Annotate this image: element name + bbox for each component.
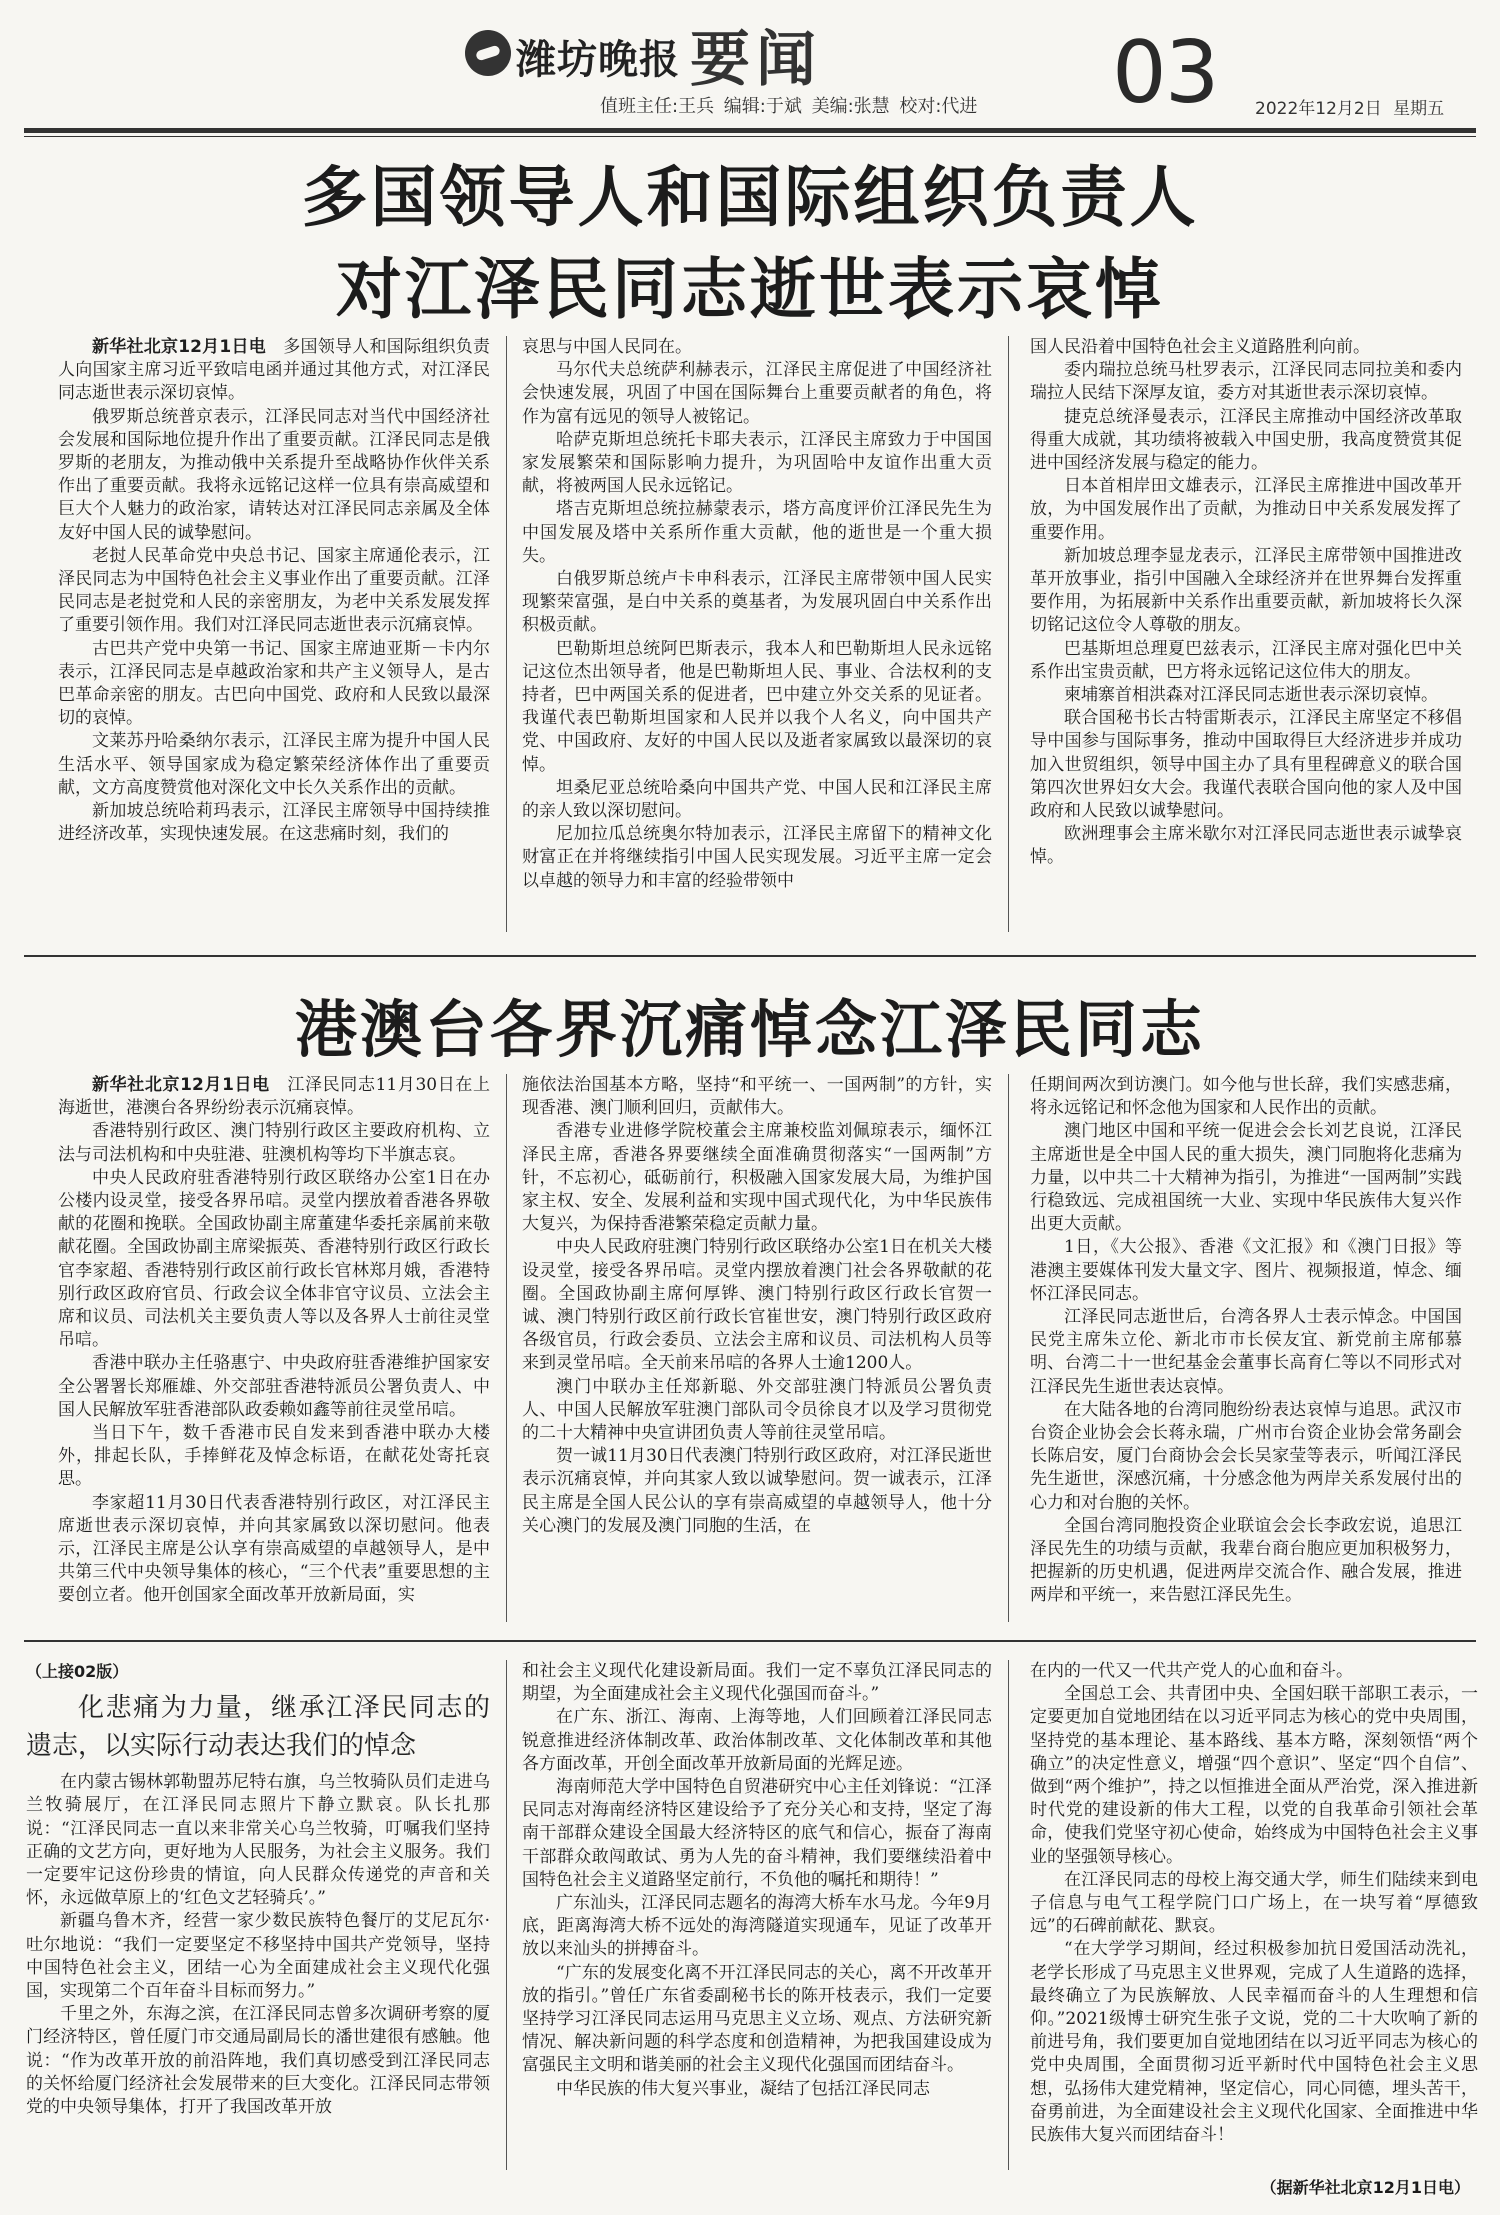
paragraph-text: 柬埔寨首相洪森对江泽民同志逝世表示深切哀悼。 (1064, 685, 1438, 706)
paragraph-text: 中华民族的伟大复兴事业，凝结了包括江泽民同志 (556, 2078, 930, 2099)
paragraph (58, 638, 490, 731)
paragraph-text: 日本首相岸田文雄表示，江泽民主席推进中国改革开放，为中国发展作出了贡献，为推动日中关系发展发挥了重要作用。 (1030, 476, 1462, 543)
column-divider (506, 1660, 507, 2170)
paragraph (522, 2078, 992, 2101)
article2-column-3 (1030, 1074, 1462, 1624)
paragraph-text: 老挝人民革命党中央总书记、国家主席通伦表示，江泽民同志为中国特色社会主义事业作出了重要贡献。江泽民同志是老挝党和人民的亲密朋友，为老中关系发展发挥了重要引领作用。我们对江泽民同志逝世表示沉痛哀悼。 (58, 545, 490, 636)
newspaper-logo-icon (465, 30, 511, 76)
issue-date: 2022年12月2日 星期五 (1255, 99, 1445, 119)
paragraph (1030, 1683, 1478, 1869)
paragraph (522, 498, 992, 568)
paragraph (522, 1706, 992, 1776)
paragraph-text: 欧洲理事会主席米歇尔对江泽民同志逝世表示诚挚哀悼。 (1030, 824, 1462, 868)
paragraph (26, 1771, 490, 1910)
paragraph-text: 新加坡总理李显龙表示，江泽民主席带领中国推进改革开放事业，指引中国融入全球经济并在世界舞台发挥重要作用，为拓展新中关系作出重要贡献，新加坡将长久深切铭记这位令人尊敬的朋友。 (1030, 545, 1462, 636)
paragraph-text: 施依法治国基本方略，坚持“和平统一、一国两制”的方针，实现香港、澳门顺利回归，贡献伟大。 (522, 1075, 992, 1119)
dateline: 新华社北京12月1日电 (92, 337, 284, 357)
paragraph (58, 1422, 490, 1492)
paragraph (58, 730, 490, 800)
article1-column-3 (1030, 336, 1462, 936)
header-rule-thin (24, 136, 1476, 137)
paragraph-text: 文莱苏丹哈桑纳尔表示，江泽民主席为提升中国人民生活水平、领导国家成为稳定繁荣经济体作出了重要贡献，文方高度赞赏他对深化文中长久关系作出的贡献。 (58, 731, 490, 798)
paragraph (1030, 1236, 1462, 1306)
paragraph (522, 1236, 992, 1375)
paragraph (26, 2003, 490, 2119)
paragraph (1030, 406, 1462, 476)
headline-line1: 多国领导人和国际组织负责人 (301, 159, 1199, 236)
paragraph-text: 全国台湾同胞投资企业联谊会会长李政宏说，追思江泽民先生的功绩与贡献，我辈台商台胞应更加积极努力，把握新的历史机遇，促进两岸交流合作、融合发展，推进两岸和平统一，来告慰江泽民先生。 (1030, 1515, 1462, 1606)
paragraph-text: 澳门地区中国和平统一促进会会长刘艺良说，江泽民主席逝世是全中国人民的重大损失，澳门同胞将化悲痛为力量，以中共二十大精神为指引，为推进“一国两制”实践行稳致远、完成祖国统一大业、实现中华民族伟大复兴作出更大贡献。 (1030, 1121, 1462, 1235)
paragraph-text: 新加坡总统哈莉玛表示，江泽民主席领导中国持续推进经济改革，实现快速发展。在这悲痛时刻，我们的 (58, 801, 490, 845)
paragraph (522, 429, 992, 499)
paragraph-text: 香港特别行政区、澳门特别行政区主要政府机构、立法与司法机构和中央驻港、驻澳机构等均下半旗志哀。 (58, 1121, 490, 1165)
section-title: 要闻 (690, 25, 822, 95)
paragraph-text: 在江泽民同志的母校上海交通大学，师生们陆续来到电子信息与电气工程学院门口广场上，在一块写着“厚德致远”的石碑前献花、默哀。 (1030, 1869, 1478, 1937)
paragraph (1030, 1074, 1462, 1120)
paragraph (58, 1352, 490, 1422)
paragraph (1030, 638, 1462, 684)
article3-column-1 (26, 1660, 490, 2172)
paragraph (522, 777, 992, 823)
paragraph-text: 中央人民政府驻澳门特别行政区联络办公室1日在机关大楼设灵堂，接受各界吊唁。灵堂内摆放着澳门社会各界敬献的花圈。全国政协副主席何厚铧、澳门特别行政区行政长官贺一诚、澳门特别行政区前行政长官崔世安，澳门特别行政区政府各级官员，行政会委员、立法会主席和议员、司法机构人员等来到灵堂吊唁。全天前来吊唁的各界人士逾1200人。 (522, 1237, 992, 1374)
paragraph (1030, 823, 1462, 869)
section-divider (24, 1640, 1476, 1642)
paragraph-text: “广东的发展变化离不开江泽民同志的关心，离不开改革开放的指引。”曾任广东省委副秘书长的陈开枝表示，我们一定要坚持学习江泽民同志运用马克思主义立场、观点、方法研究新情况、解决新问题的科学态度和创造精神，为把我国建设成为富强民主文明和谐美丽的社会主义现代化强国而团结奋斗。 (522, 1962, 992, 2076)
masthead (0, 0, 1500, 130)
paragraph (58, 406, 490, 545)
paragraph (522, 1445, 992, 1538)
paragraph (1030, 1660, 1478, 1683)
paragraph-text: 香港专业进修学院校董会主席兼校监刘佩琼表示，缅怀江泽民主席，香港各界要继续全面准确贯彻落实“一国两制”方针，不忘初心，砥砺前行，积极融入国家发展大局，为维护国家主权、安全、发展利益和实现中国式现代化，为中华民族伟大复兴，为保持香港繁荣稳定贡献力量。 (522, 1121, 992, 1235)
paragraph-text: 尼加拉瓜总统奥尔特加表示，江泽民主席留下的精神文化财富正在并将继续指引中国人民实现发展。习近平主席一定会以卓越的领导力和丰富的经验带领中 (522, 824, 992, 891)
paragraph-text: 古巴共产党中央第一书记、国家主席迪亚斯－卡内尔表示，江泽民同志是卓越政治家和共产主义领导人，是古巴革命亲密的朋友。古巴向中国党、政府和人民致以最深切的哀悼。 (58, 638, 490, 729)
paragraph-text: 白俄罗斯总统卢卡申科表示，江泽民主席带领中国人民实现繁荣富强，是白中关系的奠基者，为发展巩固白中关系作出积极贡献。 (522, 569, 992, 636)
article2-column-2 (522, 1074, 992, 1624)
paragraph-text: 在内蒙古锡林郭勒盟苏尼特右旗，乌兰牧骑队员们走进乌兰牧骑展厅，在江泽民同志照片下静立默哀。队长扎那说：“江泽民同志一直以来非常关心乌兰牧骑，叮嘱我们坚持正确的文艺方向，更好地为人民服务，为社会主义服务。我们一定要牢记这份珍贵的情谊，向人民群众传递党的声音和关怀，永远做草原上的‘红色文艺轻骑兵’。” (26, 1772, 490, 1909)
paragraph-text: 捷克总统泽曼表示，江泽民主席推动中国经济改革取得重大成就，其功绩将被载入中国史册，我高度赞赏其促进中国经济发展与稳定的能力。 (1030, 406, 1462, 474)
newspaper-name: 潍坊晚报 (516, 37, 680, 83)
paragraph (1030, 684, 1462, 707)
paragraph-text: 在内的一代又一代共产党人的心血和奋斗。 (1030, 1661, 1353, 1681)
column-divider (1008, 1660, 1009, 2170)
paragraph (1030, 545, 1462, 638)
article2-headline: 港澳台各界沉痛悼念江泽民同志 (294, 993, 1205, 1066)
paragraph-text: 联合国秘书长古特雷斯表示，江泽民主席坚定不移倡导中国参与国际事务，推动中国取得巨大经济进步并成功加入世贸组织，领导中国主办了具有里程碑意义的联合国第四次世界妇女大会。我谨代表联合国向他的家人及中国政府和人民致以诚挚慰问。 (1030, 708, 1462, 822)
paragraph-text: 江泽民同志逝世后，台湾各界人士表示悼念。中国国民党主席朱立伦、新北市市长侯友宜、新党前主席郁慕明、台湾二十一世纪基金会董事长高育仁等以不同形式对江泽民先生逝世表达哀悼。 (1030, 1307, 1462, 1397)
header-rule (24, 128, 1476, 133)
paragraph (58, 800, 490, 846)
page-number: 03 (1112, 23, 1218, 123)
article1-column-2 (522, 336, 992, 936)
paragraph-text: 巴基斯坦总理夏巴兹表示，江泽民主席对强化巴中关系作出宝贵贡献，巴方将永远铭记这位伟大的朋友。 (1030, 638, 1462, 682)
paragraph (522, 1074, 992, 1120)
paragraph (58, 1167, 490, 1353)
paragraph-text: 广东汕头，江泽民同志题名的海湾大桥车水马龙。今年9月底，距离海湾大桥不远处的海湾隧道实现通车，见证了改革开放以来汕头的拼搏奋斗。 (522, 1893, 992, 1960)
paragraph (58, 336, 490, 406)
paragraph-text: “在大学学习期间，经过积极参加抗日爱国活动洗礼，老学长形成了马克思主义世界观，完成了人生道路的选择，最终确立了为民族解放、人民幸福而奋斗的人生理想和信仰。”2021级博士研究生张子文说，党的二十大吹响了新的前进号角，我们要更加自觉地团结在以习近平同志为核心的党中央周围，全面贯彻习近平新时代中国特色社会主义思想，弘扬伟大建党精神，坚定信心，同心同德，埋头苦干，奋勇前进，为全面建设社会主义现代化国家、全面推进中华民族伟大复兴而团结奋斗！ (1030, 1939, 1478, 2146)
paragraph-text: 在大陆各地的台湾同胞纷纷表达哀悼与追思。武汉市台资企业协会会长蒋永瑞，广州市台资企业协会常务副会长陈启安，厦门台商协会会长吴家莹等表示，听闻江泽民先生逝世，深感沉痛，十分感念他为两岸关系发展付出的心力和对台胞的关怀。 (1030, 1399, 1462, 1513)
paragraph (58, 1074, 490, 1120)
column-divider (506, 336, 507, 932)
paragraph (522, 1892, 992, 1962)
paragraph (58, 545, 490, 638)
paragraph (522, 1660, 992, 1706)
paragraph (522, 1120, 992, 1236)
paragraph-text: 香港中联办主任骆惠宁、中央政府驻香港维护国家安全公署署长郑雁雄、外交部驻香港特派员公署负责人、中国人民解放军驻香港部队政委赖如鑫等前往灵堂吊唁。 (58, 1353, 490, 1420)
column-divider (1008, 336, 1009, 932)
article3-column-3 (1030, 1660, 1478, 2172)
paragraph-text: 千里之外，东海之滨，在江泽民同志曾多次调研考察的厦门经济特区，曾任厦门市交通局副局长的潘世建很有感触。他说：“作为改革开放的前沿阵地，我们真切感受到江泽民同志的关怀给厦门经济社会发展带来的巨大变化。江泽民同志带领党的中央领导集体，打开了我国改革开放 (26, 2004, 490, 2118)
paragraph-text: 俄罗斯总统普京表示，江泽民同志对当代中国经济社会发展和国际地位提升作出了重要贡献。江泽民同志是俄罗斯的老朋友，为推动俄中关系提升至战略协作伙伴关系作出了重要贡献。我将永远铭记这样一位具有崇高威望和巨大个人魅力的政治家，请转达对江泽民同志亲属及全体友好中国人民的诚挚慰问。 (58, 406, 490, 543)
paragraph (58, 1492, 490, 1608)
paragraph (1030, 475, 1462, 545)
paragraph (522, 1962, 992, 2078)
article3-subhead: 化悲痛为力量，继承江泽民同志的遗志，以实际行动表达我们的悼念 (26, 1693, 490, 1762)
paragraph (26, 1910, 490, 2003)
section-divider (24, 955, 1476, 957)
column-divider (1008, 1074, 1009, 1622)
paragraph-text: 贺一诚11月30日代表澳门特别行政区政府，对江泽民逝世表示沉痛哀悼，并向其家人致以诚挚慰问。贺一诚表示，江泽民主席是全国人民公认的享有崇高威望的卓越领导人，他十分关心澳门的发展及澳门同胞的生活，在 (522, 1446, 992, 1536)
paragraph (522, 1776, 992, 1892)
paragraph-text: 马尔代夫总统萨利赫表示，江泽民主席促进了中国经济社会快速发展，巩固了中国在国际舞台上重要贡献者的角色，将作为富有远见的领导人被铭记。 (522, 360, 992, 427)
article1-column-1 (58, 336, 490, 936)
paragraph (1030, 1869, 1478, 1939)
column-divider (506, 1074, 507, 1622)
paragraph-text: 李家超11月30日代表香港特别行政区，对江泽民主席逝世表示深切哀悼，并向其家属致以深切慰问。他表示，江泽民主席是公认享有崇高威望的卓越领导人，是中共第三代中央领导集体的核心，“三个代表”重要思想的主要创立者。他开创国家全面改革开放新局面，实 (58, 1492, 490, 1606)
paragraph-text: 多国领导人和国际组织负责人向国家主席习近平致唁电函并通过其他方式，对江泽民同志逝世表示深切哀悼。 (58, 337, 490, 404)
paragraph-text: 全国总工会、共青团中央、全国妇联干部职工表示，一定要更加自觉地团结在以习近平同志为核心的党中央周围，坚持党的基本理论、基本路线、基本方略，深刻领悟“两个确立”的决定性意义，增强“四个意识”、坚定“四个自信”、做到“两个维护”，持之以恒推进全面从严治党，深入推进新时代党的建设新的伟大工程，以党的自我革命引领社会革命，使我们党坚守初心使命，始终成为中国特色社会主义事业的坚强领导核心。 (1030, 1684, 1478, 1867)
paragraph (1030, 1120, 1462, 1236)
paragraph-text: 和社会主义现代化建设新局面。我们一定不辜负江泽民同志的期望，为全面建成社会主义现代化强国而奋斗。” (522, 1661, 992, 1705)
article3-column-1-body (26, 1771, 490, 2119)
paragraph-text: 澳门中联办主任郑新聪、外交部驻澳门特派员公署负责人、中国人民解放军驻澳门部队司令员徐良才以及学习贯彻党的二十大精神中央宣讲团负责人等前往灵堂吊唁。 (522, 1376, 992, 1444)
paragraph (1030, 1938, 1478, 2147)
paragraph-text: 坦桑尼亚总统哈桑向中国共产党、中国人民和江泽民主席的亲人致以深切慰问。 (522, 777, 992, 822)
dateline: 新华社北京12月1日电 (92, 1075, 288, 1095)
paragraph (1030, 1515, 1462, 1608)
paragraph-text: 当日下午，数千香港市民自发来到香港中联办大楼外，排起长队，手捧鲜花及悼念标语，在献花处寄托哀思。 (58, 1423, 490, 1490)
article2-column-1 (58, 1074, 490, 1624)
paragraph-text: 新疆乌鲁木齐，经营一家少数民族特色餐厅的艾尼瓦尔·吐尔地说：“我们一定要坚定不移坚持中国共产党领导，坚持中国特色社会主义，团结一心为全面建成社会主义现代化强国，实现第二个百年奋斗目标而努力。” (26, 1911, 490, 2002)
paragraph (522, 568, 992, 638)
paragraph (522, 336, 992, 359)
paragraph-text: 哀思与中国人民同在。 (522, 337, 692, 357)
article1-headline (0, 152, 1500, 336)
paragraph (1030, 707, 1462, 823)
paragraph-text: 国人民沿着中国特色社会主义道路胜利向前。 (1030, 337, 1370, 357)
paragraph (522, 823, 992, 893)
paragraph (522, 638, 992, 777)
paragraph (522, 1376, 992, 1446)
paragraph-text: 海南师范大学中国特色自贸港研究中心主任刘锋说：“江泽民同志对海南经济特区建设给予了充分关心和支持，坚定了海南干部群众建设全国最大经济特区的底气和信心，振奋了海南干部群众敢闯敢试、勇为人先的奋斗精神，我们要继续沿着中国特色社会主义道路坚定前行，不负他的嘱托和期待！” (522, 1777, 992, 1890)
paragraph-text: 塔吉克斯坦总统拉赫蒙表示，塔方高度评价江泽民先生为中国发展及塔中关系所作重大贡献，他的逝世是一个重大损失。 (522, 499, 992, 566)
paragraph-text: 哈萨克斯坦总统托卡耶夫表示，江泽民主席致力于中国国家发展繁荣和国际影响力提升，为巩固哈中友谊作出重大贡献，将被两国人民永远铭记。 (522, 429, 992, 497)
paragraph-text: 中央人民政府驻香港特别行政区联络办公室1日在办公楼内设灵堂，接受各界吊唁。灵堂内摆放着香港各界敬献的花圈和挽联。全国政协副主席董建华委托亲属前来敬献花圈。全国政协副主席梁振英、香港特别行政区行政长官李家超、香港特别行政区前行政长官林郑月娥，香港特别行政区政府官员、行政会议全体非官守议员、立法会主席和议员、司法机关主要负责人等以及各界人士前往灵堂吊唁。 (58, 1167, 490, 1351)
paragraph-text: 任期间两次到访澳门。如今他与世长辞，我们实感悲痛，将永远铭记和怀念他为国家和人民作出的贡献。 (1030, 1075, 1462, 1119)
paragraph (1030, 1306, 1462, 1399)
paragraph-text: 1日，《大公报》、香港《文汇报》和《澳门日报》等港澳主要媒体刊发大量文字、图片、视频报道，悼念、缅怀江泽民同志。 (1030, 1237, 1462, 1304)
article3-column-2 (522, 1660, 992, 2172)
paragraph-text: 巴勒斯坦总统阿巴斯表示，我本人和巴勒斯坦人民永远铭记这位杰出领导者，他是巴勒斯坦人民、事业、合法权利的支持者，巴中两国关系的促进者，巴中建立外交关系的见证者。我谨代表巴勒斯坦国家和人民并以我个人名义，向中国共产党、中国政府、友好的中国人民以及逝者家属致以最深切的哀悼。 (522, 638, 992, 775)
headline-line2: 对江泽民同志逝世表示哀悼 (336, 251, 1164, 328)
paragraph-text: 在广东、浙江、海南、上海等地，人们回顾着江泽民同志锐意推进经济体制改革、政治体制改革、文化体制改革和其他各方面改革，开创全面改革开放新局面的光辉足迹。 (522, 1707, 992, 1774)
paragraph (1030, 336, 1462, 359)
continued-tag: （上接02版） (26, 1662, 129, 1681)
paragraph-text: 委内瑞拉总统马杜罗表示，江泽民同志同拉美和委内瑞拉人民结下深厚友谊，委方对其逝世表示深切哀悼。 (1030, 360, 1462, 404)
paragraph (58, 1120, 490, 1166)
paragraph-text: 江泽民同志11月30日在上海逝世，港澳台各界纷纷表示沉痛哀悼。 (58, 1075, 490, 1119)
editor-credits: 值班主任:王兵 编辑:于斌 美编:张慧 校对:代进 (600, 96, 978, 117)
paragraph (522, 359, 992, 429)
source-credit: （据新华社北京12月1日电） (1260, 2178, 1470, 2197)
paragraph (1030, 359, 1462, 405)
paragraph (1030, 1399, 1462, 1515)
